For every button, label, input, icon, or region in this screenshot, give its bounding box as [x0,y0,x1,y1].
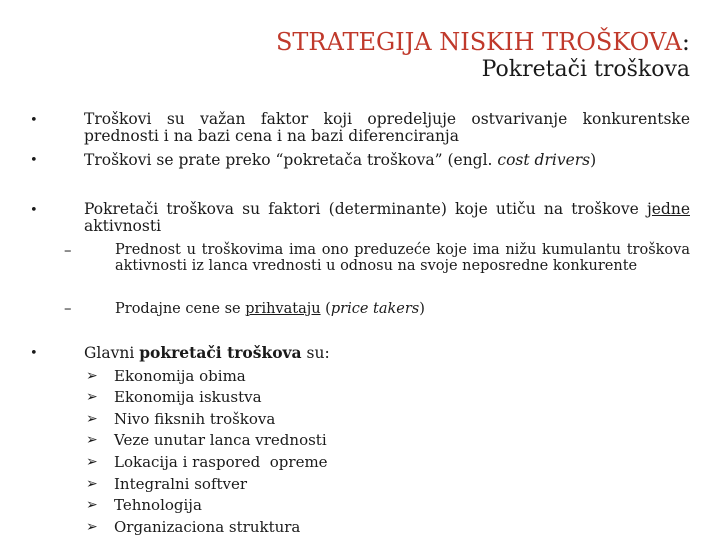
title-subtitle: Pokretači troškova [481,56,690,82]
dash-marker: – [64,299,72,317]
bullet-text-1: Troškovi su važan faktor koji opredeljuje ostvarivanje konkurentske prednosti i na bazi cena i na bazi diferenciranja [84,110,690,145]
slide-title [276,28,690,83]
arrow-bullet-icon: ➢ [86,476,98,492]
driver-item-6: Integralni softver [114,475,248,493]
driver-item-8: Organizaciona struktura [114,518,301,536]
bullet-marker: • [30,153,38,168]
title-main: STRATEGIJA NISKIH TROŠKOVA: [275,28,690,56]
driver-item-1: Ekonomija obima [114,367,246,385]
bullet-marker: • [30,346,38,361]
arrow-bullet-icon: ➢ [86,497,98,513]
arrow-bullet-icon: ➢ [86,519,98,535]
arrow-bullet-icon: ➢ [86,368,98,384]
bullet-marker: • [30,113,38,128]
dash-marker: – [64,241,72,259]
arrow-bullet-icon: ➢ [86,411,98,427]
bullet-text-3: Pokretači troškova su faktori (determinante) koje utiču na troškove jedne aktivnosti [84,200,690,235]
arrow-bullet-icon: ➢ [86,454,98,470]
bullet-text-2: Troškovi se prate preko “pokretača troškova” (engl. cost drivers) [84,151,597,169]
driver-item-7: Tehnologija [114,496,202,514]
driver-item-4: Veze unutar lanca vrednosti [114,431,327,449]
driver-item-3: Nivo fiksnih troškova [114,410,276,428]
driver-item-2: Ekonomija iskustva [114,388,262,406]
bullet-text-4: Glavni pokretači troškova su: [84,343,330,362]
dash-text-1: Prednost u troškovima ima ono preduzeće koje ima nižu kumulantu troškova aktivnosti iz lanca vrednosti u odnosu na svoje neposredne konkurente [115,242,690,274]
dash-text-2: Prodajne cene se prihvataju (price takers) [115,301,425,317]
arrow-bullet-icon: ➢ [86,389,98,405]
arrow-bullet-icon: ➢ [86,432,98,448]
bullet-marker: • [30,203,38,218]
driver-item-5: Lokacija i raspored opreme [114,453,328,471]
